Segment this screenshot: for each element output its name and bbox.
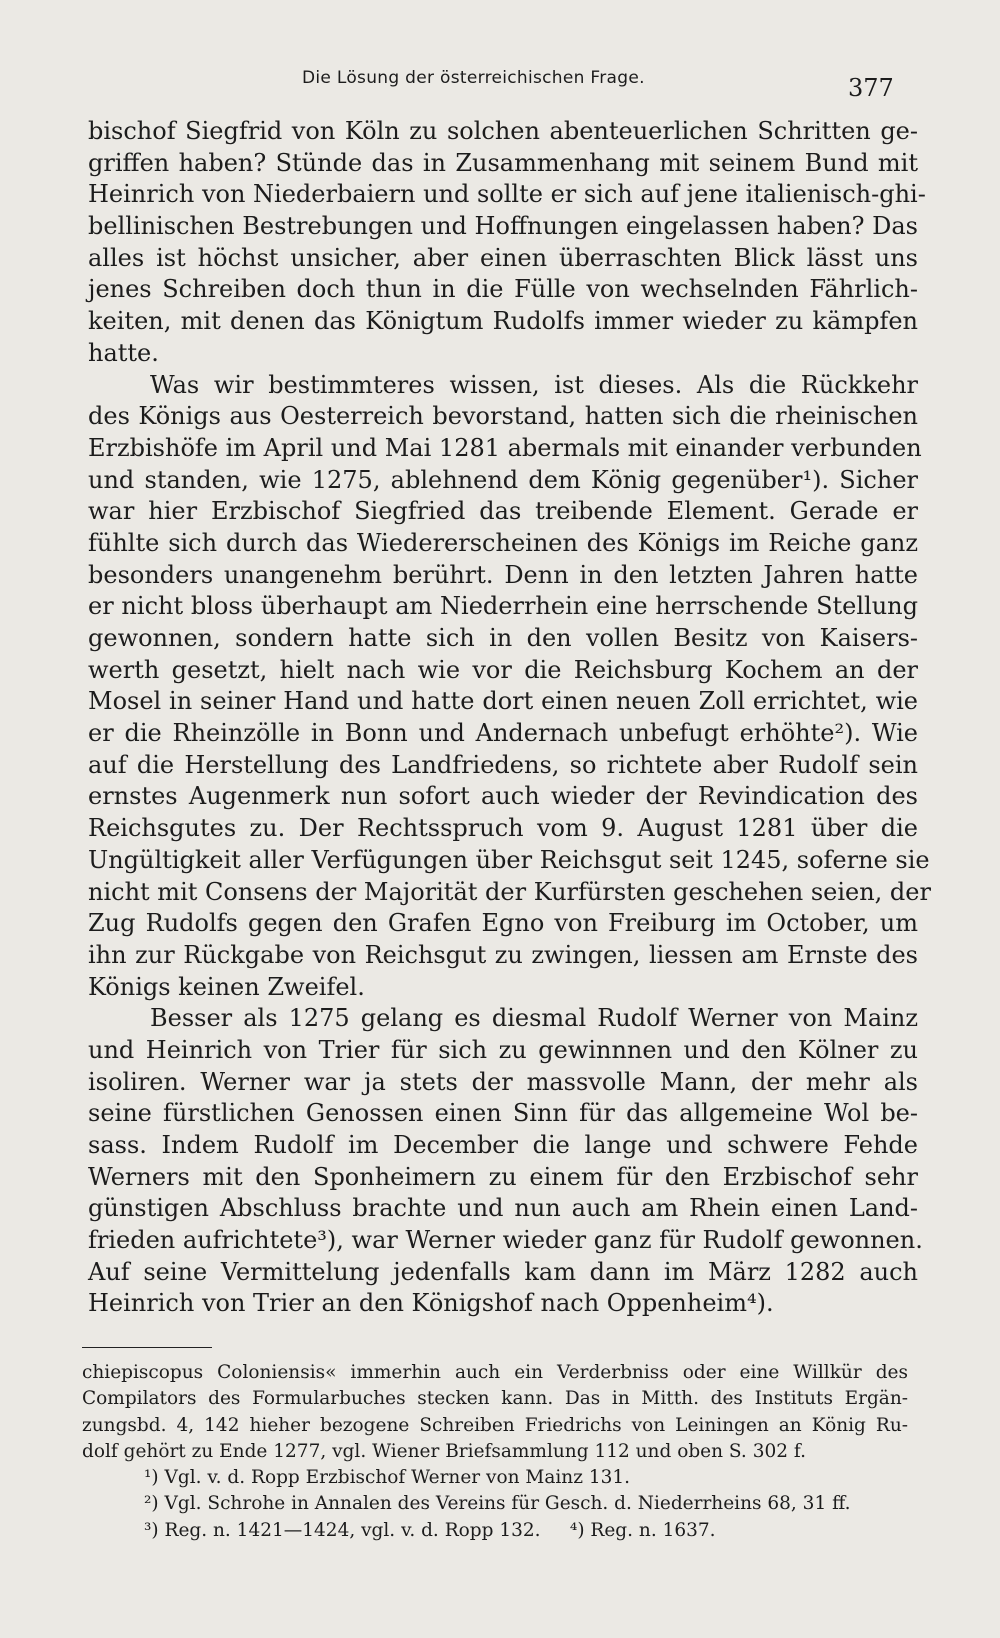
text-line: auf die Herstellung des Landfriedens, so richtete aber Rudolf sein xyxy=(88,750,918,779)
text-line: frieden aufrichtete³), war Werner wieder ganz für Rudolf gewonnen. xyxy=(88,1226,923,1255)
text-line: seine fürstlichen Genossen einen Sinn für das allgemeine Wol be- xyxy=(88,1099,918,1128)
text-line: Heinrich von Niederbaiern und sollte er sich auf jene italienisch-ghi- xyxy=(88,180,926,209)
text-line: Erzbishöfe im April und Mai 1281 abermals mit einander verbunden xyxy=(88,433,922,462)
text-line: war hier Erzbischof Siegfried das treibende Element. Gerade er xyxy=(88,497,918,526)
text-line: keiten, mit denen das Königtum Rudolfs immer wieder zu kämpfen xyxy=(88,307,918,336)
text-line: Auf seine Vermittelung jedenfalls kam dann im März 1282 auch xyxy=(88,1257,918,1286)
text-line: Was wir bestimmteres wissen, ist dieses. Als die Rückkehr xyxy=(150,370,918,399)
text-line: er nicht bloss überhaupt am Niederrhein eine herrschende Stellung xyxy=(88,592,918,621)
footnote-3-4: ³) Reg. n. 1421—1424, vgl. v. d. Ropp 132. ⁴) Reg. n. 1637. xyxy=(144,1519,716,1541)
footnote-2: ²) Vgl. Schrohe in Annalen des Vereins für Gesch. d. Niederrheins 68, 31 ff. xyxy=(144,1493,851,1515)
page-number: 377 xyxy=(848,74,894,102)
text-line: alles ist höchst unsicher, aber einen überraschten Blick lässt uns xyxy=(88,243,918,272)
text-line: griffen haben? Stünde das in Zusammenhang mit seinem Bund mit xyxy=(88,148,918,177)
text-line: Besser als 1275 gelang es diesmal Rudolf Werner von Mainz xyxy=(150,1004,918,1033)
text-line: Mosel in seiner Hand und hatte dort einen neuen Zoll errichtet, wie xyxy=(88,687,918,716)
footnote-line: chiepiscopus Coloniensis« immerhin auch ein Verderbniss oder eine Willkür des xyxy=(82,1362,908,1383)
footnotes xyxy=(82,1360,908,1544)
text-line: gewonnen, sondern hatte sich in den vollen Besitz von Kaisers- xyxy=(88,624,918,652)
running-title: Die Lösung der österreichischen Frage. xyxy=(302,68,645,88)
text-line: ihn zur Rückgabe von Reichsgut zu zwingen, liessen am Ernste des xyxy=(88,940,918,969)
text-line: Zug Rudolfs gegen den Grafen Egno von Freiburg im October, um xyxy=(88,909,918,938)
text-line: bellinischen Bestrebungen und Hoffnungen eingelassen haben? Das xyxy=(88,212,918,241)
text-line: Reichsgutes zu. Der Rechtsspruch vom 9. August 1281 über die xyxy=(88,814,918,843)
text-line: Königs keinen Zweifel. xyxy=(88,972,365,1001)
text-line: ernstes Augenmerk nun sofort auch wieder der Revindication des xyxy=(88,782,918,811)
text-line: hatte. xyxy=(88,338,159,367)
text-line: Ungültigkeit aller Verfügungen über Reichsgut seit 1245, soferne sie xyxy=(88,845,930,874)
footnote-line: dolf gehört zu Ende 1277, vgl. Wiener Briefsammlung 112 und oben S. 302 f. xyxy=(82,1440,806,1462)
text-line: günstigen Abschluss brachte und nun auch am Rhein einen Land- xyxy=(88,1194,918,1223)
footnote-divider xyxy=(82,1347,212,1348)
footnote-1: ¹) Vgl. v. d. Ropp Erzbischof Werner von Mainz 131. xyxy=(144,1467,631,1489)
text-line: Werners mit den Sponheimern zu einem für den Erzbischof sehr xyxy=(88,1162,918,1191)
text-line: fühlte sich durch das Wiedererscheinen des Königs im Reiche ganz xyxy=(88,528,918,557)
text-line: und standen, wie 1275, ablehnend dem König gegenüber¹). Sicher xyxy=(88,465,918,494)
text-line: Heinrich von Trier an den Königshof nach Oppenheim⁴). xyxy=(88,1289,774,1318)
footnote-line: zungsbd. 4, 142 hieher bezogene Schreiben Friedrichs von Leiningen an König Ru- xyxy=(82,1414,908,1436)
text-line: werth gesetzt, hielt nach wie vor die Reichsburg Kochem an der xyxy=(88,655,918,684)
text-line: des Königs aus Oesterreich bevorstand, hatten sich die rheinischen xyxy=(88,402,918,431)
text-line: besonders unangenehm berührt. Denn in den letzten Jahren hatte xyxy=(88,560,918,589)
text-line: jenes Schreiben doch thun in die Fülle von wechselnden Fährlich- xyxy=(88,275,918,304)
text-line: er die Rheinzölle in Bonn und Andernach unbefugt erhöhte²). Wie xyxy=(88,719,918,748)
body-text xyxy=(88,116,931,1320)
text-line: nicht mit Consens der Majorität der Kurfürsten geschehen seien, der xyxy=(88,877,931,906)
text-line: sass. Indem Rudolf im December die lange und schwere Fehde xyxy=(88,1131,918,1159)
text-line: isoliren. Werner war ja stets der massvolle Mann, der mehr als xyxy=(88,1067,918,1096)
footnote-line: Compilators des Formularbuches stecken kann. Das in Mitth. des Instituts Ergän- xyxy=(82,1388,908,1410)
running-head xyxy=(0,62,1000,102)
text-line: und Heinrich von Trier für sich zu gewinnnen und den Kölner zu xyxy=(88,1035,918,1064)
text-line: bischof Siegfrid von Köln zu solchen abenteuerlichen Schritten ge- xyxy=(88,117,918,145)
